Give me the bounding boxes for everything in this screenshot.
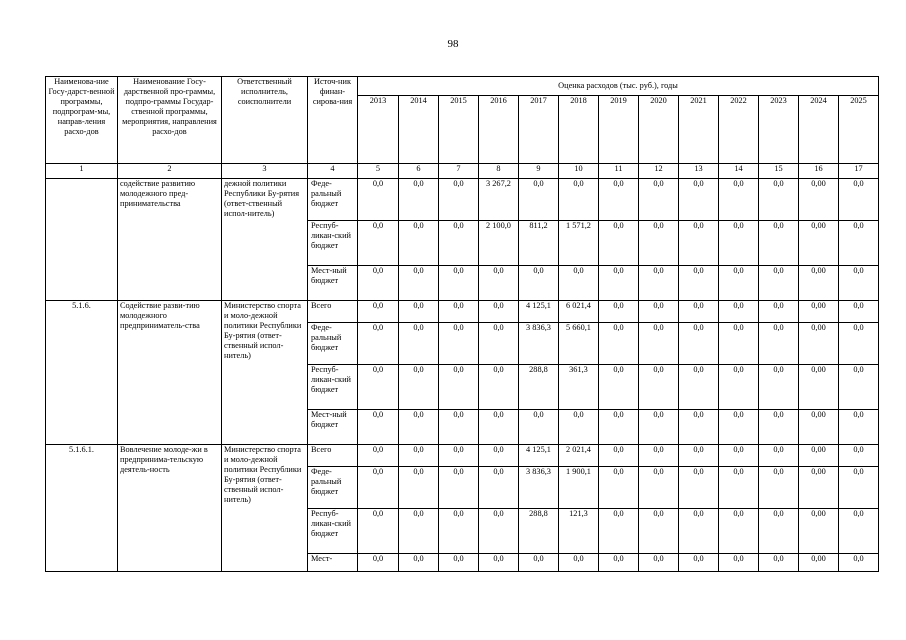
row-value: 0,0 [519,179,559,221]
row-funding-source: Феде-ральный бюджет [308,467,358,509]
row-value: 0,0 [679,221,719,266]
row-value: 0,0 [358,554,399,572]
row-executor: Министерство спорта и моло-дежной политики Республики Бу-рятия (ответ-ственный испол-нитель) [222,301,308,445]
row-value: 0,0 [439,467,479,509]
row-value: 0,0 [599,323,639,365]
row-value: 0,00 [799,301,839,323]
row-funding-source: Всего [308,445,358,467]
year-header: 2015 [439,96,479,164]
row-value: 0,0 [759,445,799,467]
header-col-estimate: Оценка расходов (тыс. руб.), годы [358,77,879,96]
row-value: 0,0 [639,554,679,572]
row-value: 0,0 [679,445,719,467]
column-number: 14 [719,164,759,179]
row-value: 0,0 [719,323,759,365]
column-number: 2 [118,164,222,179]
row-program-name: Содействие разви-тию молодежного предприниматель-ства [118,301,222,445]
column-number: 17 [839,164,879,179]
row-value: 0,0 [679,323,719,365]
row-value: 0,0 [759,301,799,323]
column-number: 13 [679,164,719,179]
row-code [46,179,118,301]
row-value: 0,00 [799,509,839,554]
row-value: 0,0 [358,445,399,467]
year-header: 2022 [719,96,759,164]
year-header: 2014 [399,96,439,164]
row-value: 0,0 [679,554,719,572]
row-value: 0,0 [599,410,639,445]
row-value: 0,0 [839,179,879,221]
row-value: 0,0 [599,365,639,410]
row-program-name: Вовлечение молоде-жи в предпринима-тельскую деятель-ность [118,445,222,572]
header-col-executor: Ответственный исполнитель, соисполнители [222,77,308,164]
row-value: 0,0 [719,301,759,323]
row-value: 0,0 [639,323,679,365]
row-value: 0,0 [479,554,519,572]
row-value: 0,0 [479,467,519,509]
column-number: 12 [639,164,679,179]
row-value: 0,0 [439,365,479,410]
table-body [46,179,879,572]
row-value: 0,0 [759,467,799,509]
row-value: 0,0 [759,410,799,445]
row-value: 0,0 [399,266,439,301]
row-value: 0,0 [479,410,519,445]
year-header: 2013 [358,96,399,164]
column-number: 7 [439,164,479,179]
row-value: 0,0 [599,509,639,554]
row-value: 1 571,2 [559,221,599,266]
row-value: 0,0 [839,221,879,266]
row-value: 3 267,2 [479,179,519,221]
row-value: 0,0 [358,323,399,365]
row-value: 0,00 [799,445,839,467]
row-value: 0,0 [679,410,719,445]
row-value: 0,0 [759,266,799,301]
column-number: 5 [358,164,399,179]
row-value: 0,0 [639,365,679,410]
row-value: 0,00 [799,266,839,301]
row-value: 0,00 [799,554,839,572]
row-value: 0,0 [719,509,759,554]
row-value: 0,0 [399,445,439,467]
row-value: 0,0 [439,179,479,221]
row-value: 0,0 [399,365,439,410]
row-value: 0,0 [479,301,519,323]
page-number: 98 [447,38,459,50]
row-value: 0,0 [399,554,439,572]
row-value: 0,0 [399,509,439,554]
column-number: 10 [559,164,599,179]
column-number: 1 [46,164,118,179]
row-value: 0,0 [719,365,759,410]
row-value: 0,0 [479,365,519,410]
row-value: 0,0 [439,554,479,572]
year-header: 2024 [799,96,839,164]
row-value: 0,0 [399,179,439,221]
row-value: 0,0 [759,365,799,410]
row-value: 0,0 [439,221,479,266]
row-value: 0,0 [639,467,679,509]
row-value: 0,0 [358,301,399,323]
row-value: 0,0 [358,179,399,221]
row-value: 0,0 [439,301,479,323]
column-number: 9 [519,164,559,179]
row-value: 0,0 [519,554,559,572]
row-value: 0,0 [719,554,759,572]
row-funding-source: Мест- [308,554,358,572]
column-number: 8 [479,164,519,179]
row-value: 0,0 [839,410,879,445]
row-value: 0,0 [399,323,439,365]
row-value: 0,0 [759,179,799,221]
row-value: 0,0 [358,365,399,410]
year-header: 2020 [639,96,679,164]
row-value: 2 100,0 [479,221,519,266]
year-header: 2016 [479,96,519,164]
year-header: 2023 [759,96,799,164]
row-value: 0,0 [599,179,639,221]
row-value: 0,0 [519,410,559,445]
row-value: 0,0 [719,467,759,509]
column-number: 11 [599,164,639,179]
row-value: 0,0 [719,266,759,301]
row-value: 0,0 [399,410,439,445]
row-value: 0,0 [839,554,879,572]
row-value: 0,0 [639,445,679,467]
row-value: 0,0 [639,179,679,221]
column-number: 6 [399,164,439,179]
row-value: 288,8 [519,365,559,410]
row-value: 0,0 [719,445,759,467]
row-value: 0,0 [399,467,439,509]
row-value: 0,00 [799,467,839,509]
row-value: 0,0 [358,410,399,445]
row-value: 0,0 [358,221,399,266]
row-value: 0,0 [639,301,679,323]
column-number: 4 [308,164,358,179]
table-row [46,301,879,323]
column-number: 15 [759,164,799,179]
row-value: 0,0 [639,221,679,266]
row-value: 0,0 [439,266,479,301]
row-value: 0,0 [599,266,639,301]
row-value: 0,0 [759,554,799,572]
row-value: 0,0 [479,266,519,301]
row-value: 0,0 [599,445,639,467]
row-funding-source: Мест-ный бюджет [308,410,358,445]
row-value: 0,0 [479,445,519,467]
row-value: 0,0 [639,410,679,445]
row-value: 0,0 [839,266,879,301]
column-number: 3 [222,164,308,179]
table-row [46,179,879,221]
row-value: 0,0 [559,410,599,445]
row-value: 0,0 [679,266,719,301]
row-value: 0,0 [839,509,879,554]
row-value: 0,00 [799,179,839,221]
row-value: 0,0 [679,365,719,410]
row-value: 0,0 [839,365,879,410]
row-program-name: содействие развитию молодежного пред-принимательства [118,179,222,301]
row-value: 0,00 [799,410,839,445]
row-value: 0,00 [799,221,839,266]
row-value: 0,00 [799,365,839,410]
row-value: 0,0 [439,410,479,445]
row-value: 0,0 [639,509,679,554]
budget-table [45,76,879,572]
column-number: 16 [799,164,839,179]
row-value: 4 125,1 [519,445,559,467]
row-value: 121,3 [559,509,599,554]
row-value: 0,0 [679,179,719,221]
row-value: 2 021,4 [559,445,599,467]
row-value: 0,0 [599,554,639,572]
row-value: 0,00 [799,323,839,365]
row-value: 0,0 [839,301,879,323]
row-value: 0,0 [439,445,479,467]
row-value: 0,0 [599,221,639,266]
row-value: 5 660,1 [559,323,599,365]
row-funding-source: Всего [308,301,358,323]
row-value: 0,0 [559,266,599,301]
row-funding-source: Феде-ральный бюджет [308,323,358,365]
row-value: 1 900,1 [559,467,599,509]
row-value: 0,0 [599,301,639,323]
row-value: 0,0 [519,266,559,301]
row-value: 0,0 [479,509,519,554]
row-funding-source: Респуб-ликан-ский бюджет [308,365,358,410]
row-value: 0,0 [439,323,479,365]
row-value: 0,0 [679,509,719,554]
row-value: 3 836,3 [519,323,559,365]
row-value: 4 125,1 [519,301,559,323]
row-code: 5.1.6. [46,301,118,445]
row-value: 0,0 [399,301,439,323]
row-value: 0,0 [358,467,399,509]
table-row [46,445,879,467]
column-numbers-row [46,164,879,179]
header-col-program-name: Наименование Госу-дарственной про-граммы, подпро-граммы Государ-ственной программы, мероприятия, направления расхо-дов [118,77,222,164]
row-value: 0,0 [399,221,439,266]
row-value: 0,0 [358,509,399,554]
row-funding-source: Феде-ральный бюджет [308,179,358,221]
row-value: 6 021,4 [559,301,599,323]
row-value: 0,0 [439,509,479,554]
year-header: 2017 [519,96,559,164]
row-value: 811,2 [519,221,559,266]
header-col-source: Источ-ник финан-сирова-ния [308,77,358,164]
row-value: 0,0 [679,301,719,323]
row-value: 0,0 [719,410,759,445]
row-value: 0,0 [759,509,799,554]
row-value: 0,0 [839,467,879,509]
row-value: 288,8 [519,509,559,554]
row-value: 0,0 [759,323,799,365]
row-value: 0,0 [719,179,759,221]
row-value: 0,0 [358,266,399,301]
row-value: 0,0 [479,323,519,365]
row-value: 0,0 [839,323,879,365]
row-value: 0,0 [639,266,679,301]
year-header: 2018 [559,96,599,164]
row-value: 0,0 [719,221,759,266]
year-header: 2019 [599,96,639,164]
row-value: 3 836,3 [519,467,559,509]
row-value: 0,0 [559,554,599,572]
row-value: 0,0 [599,467,639,509]
row-value: 0,0 [839,445,879,467]
row-funding-source: Респуб-ликан-ский бюджет [308,509,358,554]
row-funding-source: Мест-ный бюджет [308,266,358,301]
year-header: 2021 [679,96,719,164]
row-value: 0,0 [759,221,799,266]
row-value: 361,3 [559,365,599,410]
year-header: 2025 [839,96,879,164]
row-funding-source: Респуб-ликан-ский бюджет [308,221,358,266]
row-executor: дежной политики Республики Бу-рятия (ответ-ственный испол-нитель) [222,179,308,301]
row-code: 5.1.6.1. [46,445,118,572]
row-value: 0,0 [559,179,599,221]
row-executor: Министерство спорта и моло-дежной политики Республики Бу-рятия (ответ-ственный испол-нитель) [222,445,308,572]
header-col-name: Наименова-ние Госу-дарст-венной программы, подпрограм-мы, направ-ления расхо-дов [46,77,118,164]
row-value: 0,0 [679,467,719,509]
